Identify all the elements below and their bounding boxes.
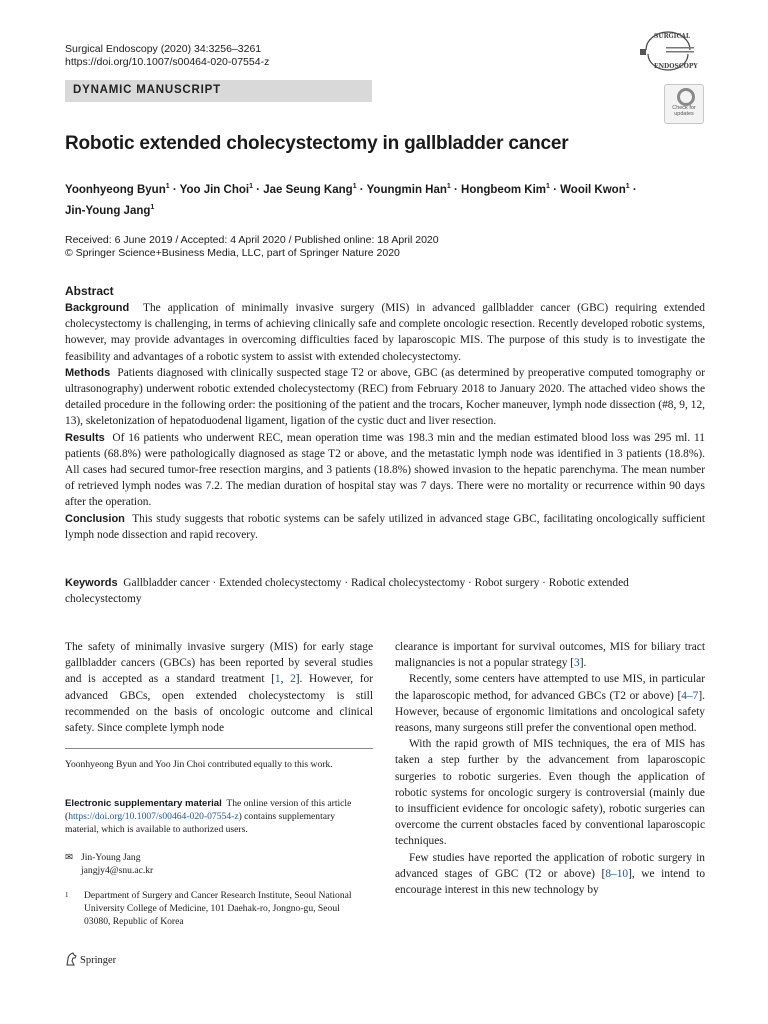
affiliation-number: 1 [65, 891, 69, 899]
abstract-methods: Methods Patients diagnosed with clinically suspected stage T2 or above, GBC (as determined by preoperative computed tomography or ultrasonography) underwent robotic extended cholecystectomy (REC) from February 2018 to January 2020. The attached video shows the detailed procedure in the following order: the positioning of the patient and the trocars, Kocher maneuver, lymph node dissection (#8, 9, 12, 13), skeletonization of hepatoduodenal ligament, ligation of the cystic duct and liver resection. [65, 366, 705, 428]
body-paragraph: Few studies have reported the application of robotic surgery in advanced stages of GBC (T2 or above) [8–10], we intend to encourage interest in this new technology by [395, 851, 706, 897]
publisher-name: Springer [80, 955, 117, 966]
body-paragraph: With the rapid growth of MIS techniques, the era of MIS has taken a step further by the advancement from laparoscopic surgeries to robotic surgeries. Even though the application of robotic systems for oncologic surgery is controversial (mainly due to insufficient evidence for oncologic safety), robotic surgeries can overcome the current obstacles faced by conventional laparoscopic techniques. [395, 738, 705, 848]
author[interactable]: Wooil Kwon$^1$ [560, 183, 630, 196]
corresponding-author [65, 851, 365, 877]
equal-contribution-note: Yoonhyeong Byun and Yoo Jin Choi contributed equally to this work. [65, 759, 333, 770]
footnote-divider [65, 748, 373, 749]
body-paragraph: The safety of minimally invasive surgery (MIS) for early stage gallbladder cancers (GBCs) has been reported by several studies and is accepted as a standard treatment [1, 2]. However, for advanced GBCs, open extended cholecystectomy is still recommended on the basis of oncologic outcome and clinical safety. Since complete lymph node [65, 641, 373, 735]
affiliation-note [65, 889, 365, 928]
svg-text:ENDOSCOPY: ENDOSCOPY [654, 63, 698, 70]
abstract-heading: Abstract [65, 284, 114, 298]
keywords-label: Keywords [65, 577, 118, 589]
keywords [65, 575, 705, 607]
publication-dates [65, 234, 439, 260]
body-paragraph: clearance is important for survival outcomes, MIS for biliary tract malignancies is not a popular strategy [3]. [395, 641, 705, 670]
paper-title: Robotic extended cholecystectomy in gallbladder cancer [65, 133, 569, 154]
citation-link[interactable]: 8–10 [605, 867, 629, 880]
journal-citation: Surgical Endoscopy (2020) 34:3256–3261 [65, 43, 262, 55]
citation-link[interactable]: 4–7 [681, 689, 699, 702]
body-column-right [395, 639, 705, 898]
contact-name: Jin-Young Jang [81, 852, 141, 863]
author[interactable]: Yoo Jin Choi$^1$ [179, 183, 253, 196]
journal-reference [65, 43, 269, 69]
author[interactable]: Youngmin Han$^1$ [366, 183, 451, 196]
history-dates: Received: 6 June 2019 / Accepted: 4 April 2020 / Published online: 18 April 2020 [65, 234, 439, 246]
abstract-body [65, 300, 705, 543]
body-column-left [65, 639, 373, 736]
author[interactable]: Hongbeom Kim$^1$ [461, 183, 550, 196]
doi-link[interactable]: https://doi.org/10.1007/s00464-020-07554-z [65, 56, 270, 68]
article-type-banner [65, 80, 372, 102]
refresh-icon [677, 88, 695, 106]
supplementary-material-note: Electronic supplementary material The online version of this article (https://doi.org/10.1007/s00464-020-07554-z) contains supplementary material, which is available to authorized users. [65, 798, 352, 835]
abstract-results: Results Of 16 patients who underwent REC, mean operation time was 198.3 min and the median estimated blood loss was 295 ml. 11 patients (68.8%) were pathologically diagnosed as stage T2 or above, and the metastatic lymph node was identified in 3 patients (18.8%). All cases had secured tumor-free resection margins, and 3 patients (18.8%) showed invasion to the hepatic parenchyma. The mean number of retrieved lymph nodes was 7.2. The median duration of hospital stay was 7 days. There were no mortality or recurrence within 90 days after the operation. [65, 431, 705, 509]
body-paragraph: Recently, some centers have attempted to use MIS, in particular the laparoscopic method, for advanced GBCs (T2 or above) [4–7]. However, because of ergonomic limitations and oncological safety reasons, many surgeons still prefer the conventional open method. [395, 673, 705, 735]
author[interactable]: Jae Seung Kang$^1$ [263, 183, 357, 196]
copyright-line: © Springer Science+Business Media, LLC, part of Springer Nature 2020 [65, 247, 400, 259]
envelope-icon: ✉ [65, 852, 74, 863]
supplementary-doi-link[interactable]: https://doi.org/10.1007/s00464-020-07554-z [68, 811, 239, 822]
abstract-conclusion: Conclusion This study suggests that robotic systems can be safely utilized in advanced stage GBC, facilitating oncologically sufficient lymph node dissection and rapid recovery. [65, 512, 705, 541]
publisher-mark [65, 952, 116, 966]
author[interactable]: Jin-Young Jang$^1$ [65, 203, 155, 217]
svg-text:SURGICAL: SURGICAL [654, 33, 691, 40]
citation-link[interactable]: 3 [574, 657, 580, 670]
citation-link[interactable]: 2 [290, 673, 296, 686]
affiliation-text: Department of Surgery and Cancer Research Institute, Seoul National University College of Medicine, 101 Daehak-ro, Jongno-gu, Seoul 03080, Republic of Korea [84, 890, 352, 927]
keywords-text: Gallbladder cancer · Extended cholecystectomy · Radical cholecystectomy · Robot surgery · Robotic extended cholecystectomy [65, 577, 629, 606]
author-list: Yoonhyeong Byun$^1$ · Yoo Jin Choi$^1$ · Jae Seung Kang$^1$ · Youngmin Han$^1$ · Hongbeom Kim$^1$ · Wooil Kwon$^1$ · Jin-Young Jang$^1$ [65, 183, 637, 217]
check-for-updates-badge[interactable]: Check for updates [664, 84, 704, 124]
author[interactable]: Yoonhyeong Byun$^1$ [65, 183, 170, 196]
citation-link[interactable]: 1 [274, 673, 281, 686]
article-type-label: DYNAMIC MANUSCRIPT [73, 84, 221, 96]
society-logo [632, 28, 704, 74]
abstract-background: Background The application of minimally invasive surgery (MIS) in advanced gallbladder cancer (GBC) requiring extended cholecystectomy is challenging, in terms of achieving clinically safe and complete oncologic resection. Recently developed robotic systems, however, may provide advantages in overcoming difficulties faced by laparoscopic MIS. The purpose of this study is to investigate the feasibility and advantages of a robotic system to assist with extended cholecystectomy. [65, 302, 705, 363]
contact-email[interactable]: jangjy4@snu.ac.kr [81, 865, 154, 876]
springer-horse-icon [65, 952, 77, 966]
